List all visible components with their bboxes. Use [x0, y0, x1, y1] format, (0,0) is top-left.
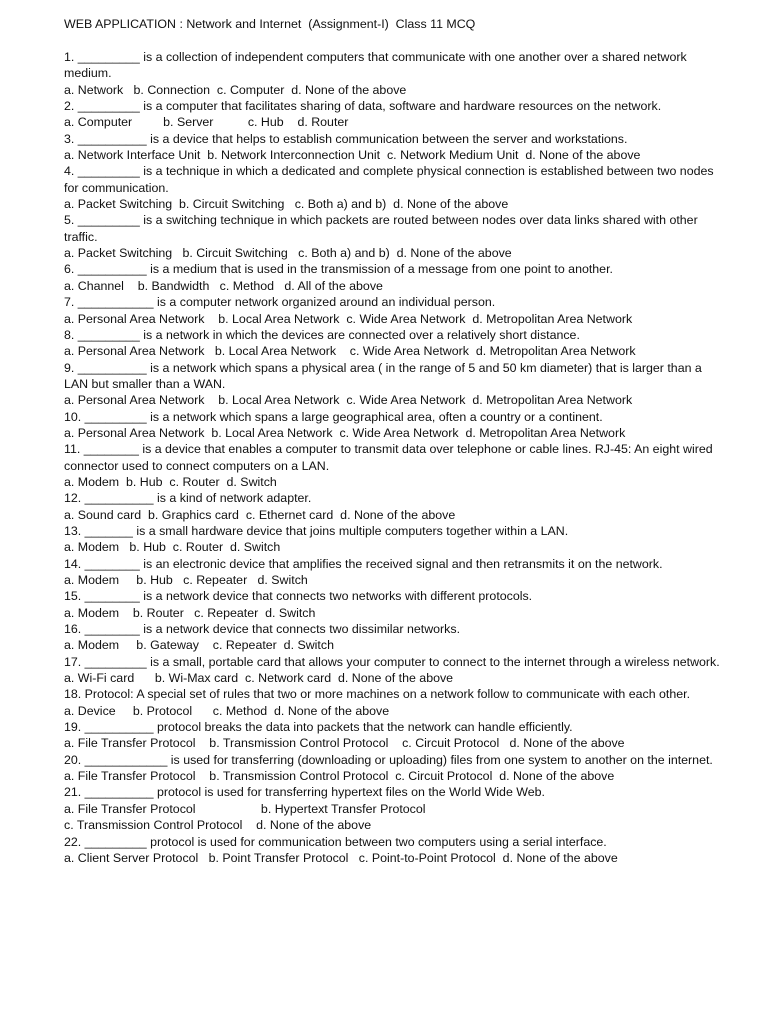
options-11: a. Modem b. Hub c. Router d. Switch [64, 474, 277, 489]
options-3: a. Network Interface Unit b. Network Interconnection Unit c. Network Medium Unit d. None of the above [64, 148, 641, 163]
options-16: a. Modem b. Gateway c. Repeater d. Switch [64, 638, 334, 653]
question-19: 19. __________ protocol breaks the data into packets that the network can handle efficiently. [64, 720, 573, 735]
question-8: 8. _________ is a network in which the devices are connected over a relatively short distance. [64, 327, 580, 342]
options-9: a. Personal Area Network b. Local Area Network c. Wide Area Network d. Metropolitan Area Network [64, 393, 633, 408]
question-20: 20. ____________ is used for transferring (downloading or uploading) files from one system to another on the internet. [64, 752, 713, 767]
options-14: a. Modem b. Hub c. Repeater d. Switch [64, 573, 308, 587]
options-12: a. Sound card b. Graphics card c. Ethernet card d. None of the above [64, 507, 456, 522]
question-21: 21. __________ protocol is used for transferring hypertext files on the World Wide Web. [64, 785, 545, 800]
question-5: 5. _________ is a switching technique in which packets are routed between nodes over data links shared with other traffic. [64, 213, 702, 244]
question-3: 3. __________ is a device that helps to establish communication between the server and workstations. [64, 131, 628, 146]
options-19: a. File Transfer Protocol b. Transmission Control Protocol c. Circuit Protocol d. None of the above [64, 736, 625, 751]
question-13: 13. _______ is a small hardware device that joins multiple computers together within a LAN. [64, 523, 569, 538]
options-21-cont: c. Transmission Control Protocol d. None of the above [64, 818, 372, 833]
question-15: 15. ________ is a network device that connects two networks with different protocols. [64, 589, 533, 604]
options-7: a. Personal Area Network b. Local Area Network c. Wide Area Network d. Metropolitan Area Network [64, 311, 633, 326]
document-title: WEB APPLICATION : Network and Internet (Assignment-I) Class 11 MCQ [64, 17, 476, 31]
options-6: a. Channel b. Bandwidth c. Method d. All of the above [64, 278, 383, 293]
question-17: 17. _________ is a small, portable card that allows your computer to connect to the internet through a wireless network. [64, 654, 720, 669]
question-7: 7. ___________ is a computer network organized around an individual person. [64, 295, 496, 310]
question-11: 11. ________ is a device that enables a computer to transmit data over telephone or cable lines. RJ-45: An eight wired connector used to connect computers on a LAN. [64, 442, 717, 473]
options-8: a. Personal Area Network b. Local Area Network c. Wide Area Network d. Metropolitan Area Network [64, 344, 636, 359]
options-18: a. Device b. Protocol c. Method d. None of the above [64, 703, 390, 718]
question-2: 2. _________ is a computer that facilitates sharing of data, software and hardware resources on the network. [64, 99, 662, 114]
question-12: 12. __________ is a kind of network adapter. [64, 491, 312, 506]
options-22: a. Client Server Protocol b. Point Transfer Protocol c. Point-to-Point Protocol d. None of the above [64, 850, 618, 865]
question-22: 22. _________ protocol is used for communication between two computers using a serial interface. [64, 834, 607, 849]
question-9: 9. __________ is a network which spans a physical area ( in the range of 5 and 50 km diameter) that is larger than a LAN but smaller than a WAN. [64, 360, 706, 391]
options-21: a. File Transfer Protocol b. Hypertext Transfer Protocol [64, 801, 426, 816]
options-13: a. Modem b. Hub c. Router d. Switch [64, 540, 281, 555]
question-4: 4. _________ is a technique in which a dedicated and complete physical connection is established between two nodes for communication. [64, 164, 718, 195]
question-10: 10. _________ is a network which spans a large geographical area, often a country or a continent. [64, 409, 603, 424]
options-17: a. Wi-Fi card b. Wi-Max card c. Network card d. None of the above [64, 671, 454, 686]
question-18: 18. Protocol: A special set of rules that two or more machines on a network follow to communicate with each other. [64, 687, 691, 702]
question-list [64, 49, 726, 866]
options-4: a. Packet Switching b. Circuit Switching c. Both a) and b) d. None of the above [64, 197, 509, 212]
options-5: a. Packet Switching b. Circuit Switching c. Both a) and b) d. None of the above [64, 246, 512, 261]
question-6: 6. __________ is a medium that is used in the transmission of a message from one point to another. [64, 262, 613, 277]
question-14: 14. ________ is an electronic device that amplifies the received signal and then retransmits it on the network. [64, 556, 663, 571]
options-1: a. Network b. Connection c. Computer d. None of the above [64, 82, 407, 97]
options-15: a. Modem b. Router c. Repeater d. Switch [64, 605, 316, 620]
question-16: 16. ________ is a network device that connects two dissimilar networks. [64, 622, 461, 637]
options-2: a. Computer b. Server c. Hub d. Router [64, 115, 349, 130]
options-10: a. Personal Area Network b. Local Area Network c. Wide Area Network d. Metropolitan Area Network [64, 425, 626, 440]
question-1: 1. _________ is a collection of independent computers that communicate with one another over a shared network medium. [64, 50, 691, 81]
options-20: a. File Transfer Protocol b. Transmission Control Protocol c. Circuit Protocol d. None of the above [64, 769, 615, 784]
